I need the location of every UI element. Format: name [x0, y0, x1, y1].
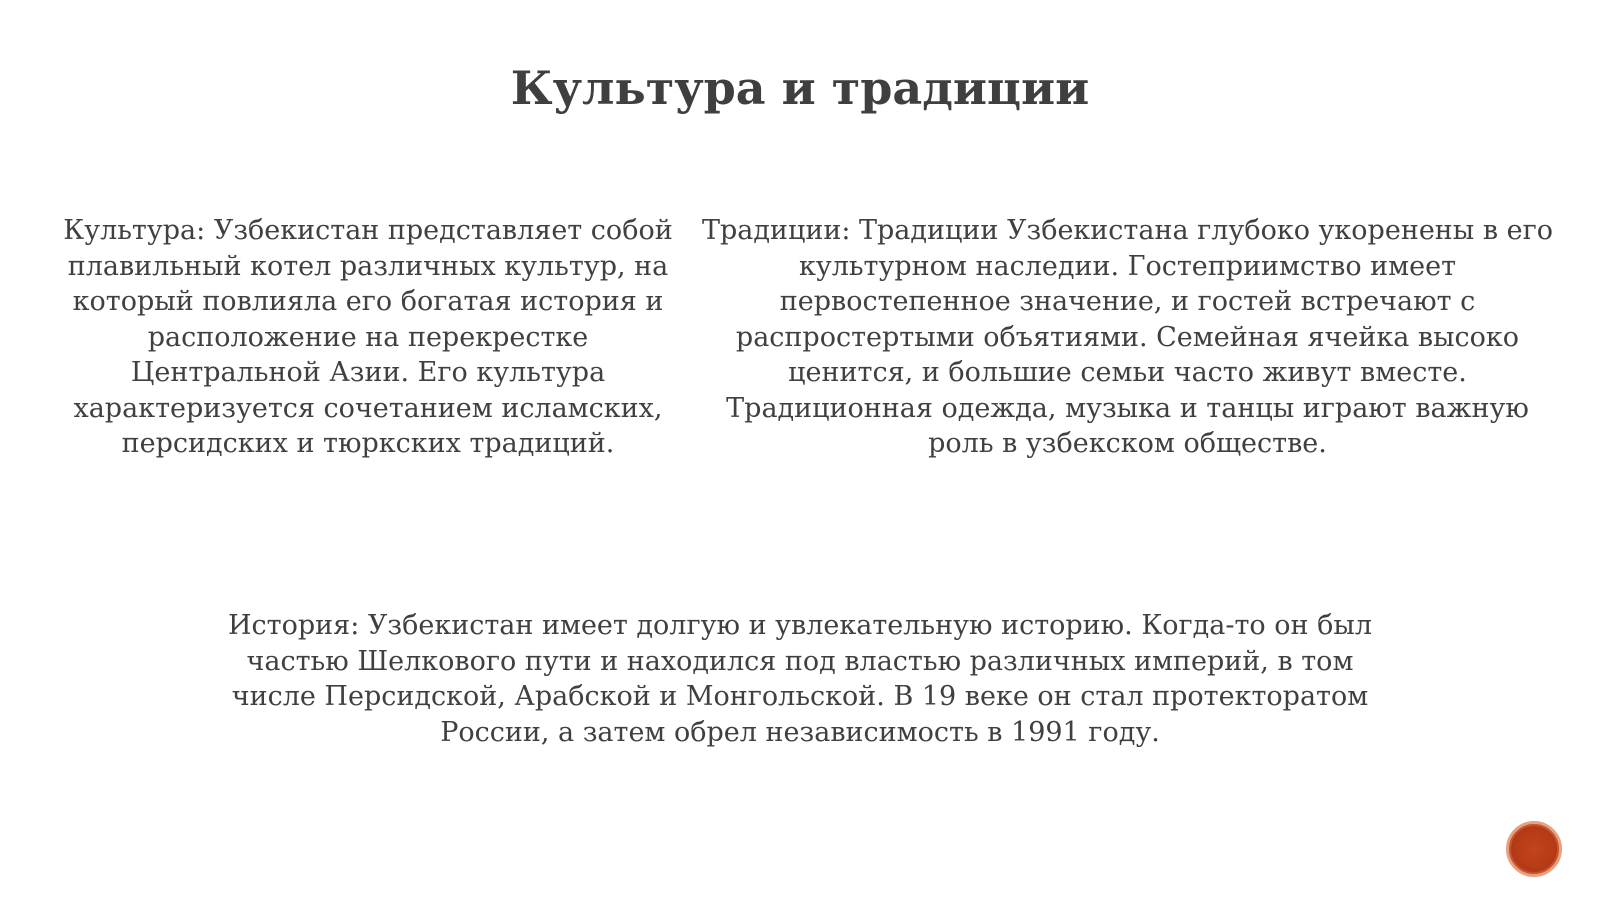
- traditions-text: Традиции: Традиции Узбекистана глубоко укоренены в его культурном наследии. Гостеприимство имеет первостепенное значение, и гостей встречают с распростертыми объятиями. Семейная ячейка высоко ценится, и большие семьи часто живут вместе. Традиционная одежда, музыка и танцы играют важную роль в узбекском обществе.: [701, 215, 1554, 459]
- culture-text: Культура: Узбекистан представляет собой плавильный котел различных культур, на который повлияла его богатая история и расположение на перекрестке Центральной Азии. Его культура характеризуется сочетанием исламских, персидских и тюркских традиций.: [63, 215, 673, 459]
- circle-button-icon[interactable]: [1506, 821, 1562, 877]
- slide-title: Культура и традиции: [510, 61, 1090, 115]
- history-text: История: Узбекистан имеет долгую и увлекательную историю. Когда-то он был частью Шелкового пути и находился под властью различных империй, в том числе Персидской, Арабской и Монгольской. В 19 веке он стал протекторатом России, а затем обрел независимость в 1991 году.: [228, 610, 1372, 748]
